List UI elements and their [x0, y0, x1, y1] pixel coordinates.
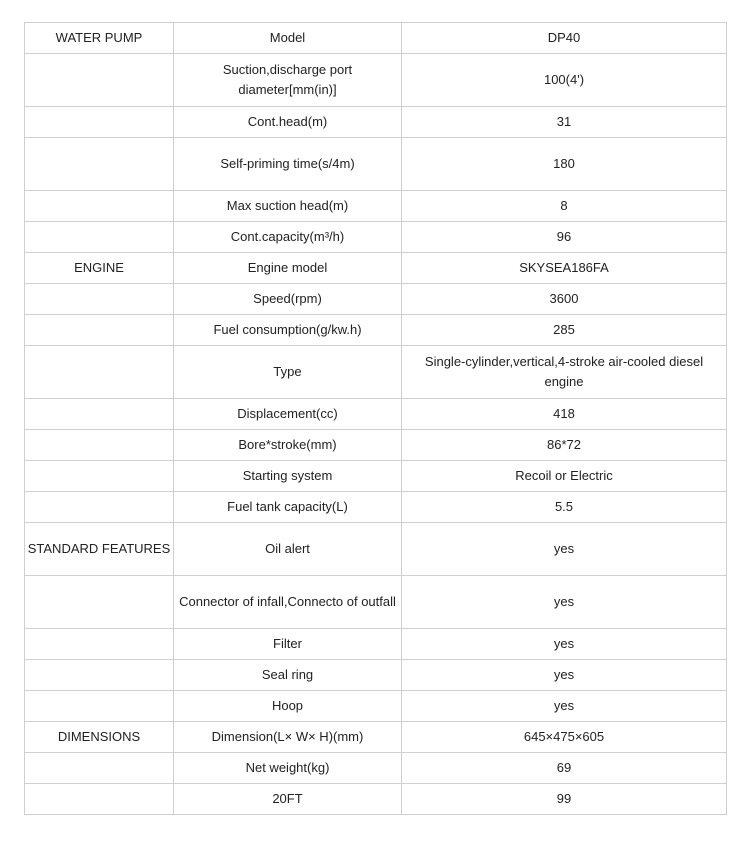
spec-value-cell: 3600 [402, 284, 727, 315]
spec-value-cell: 285 [402, 315, 727, 346]
spec-label-cell: 20FT [174, 784, 402, 815]
category-cell: WATER PUMP [25, 23, 174, 54]
spec-value-cell: 8 [402, 191, 727, 222]
category-cell [25, 346, 174, 399]
table-row [25, 430, 727, 461]
spec-label-cell: Bore*stroke(mm) [174, 430, 402, 461]
category-cell [25, 138, 174, 191]
table-row [25, 461, 727, 492]
table-row [25, 576, 727, 629]
category-cell [25, 492, 174, 523]
spec-label-cell: Self-priming time(s/4m) [174, 138, 402, 191]
spec-value-cell: 180 [402, 138, 727, 191]
table-row [25, 107, 727, 138]
category-cell [25, 753, 174, 784]
spec-label-cell: Model [174, 23, 402, 54]
spec-label-cell: Speed(rpm) [174, 284, 402, 315]
table-row [25, 523, 727, 576]
table-row [25, 23, 727, 54]
spec-value-cell: 99 [402, 784, 727, 815]
spec-value-cell: yes [402, 691, 727, 722]
category-cell [25, 191, 174, 222]
category-cell [25, 54, 174, 107]
table-row [25, 284, 727, 315]
category-cell [25, 107, 174, 138]
category-cell [25, 629, 174, 660]
category-cell [25, 691, 174, 722]
table-row [25, 660, 727, 691]
spec-label-cell: Net weight(kg) [174, 753, 402, 784]
spec-value-cell: 5.5 [402, 492, 727, 523]
table-row [25, 346, 727, 399]
category-cell [25, 784, 174, 815]
category-cell [25, 430, 174, 461]
table-row [25, 753, 727, 784]
category-cell [25, 315, 174, 346]
table-row [25, 138, 727, 191]
spec-label-cell: Suction,discharge port diameter[mm(in)] [174, 54, 402, 107]
category-cell [25, 284, 174, 315]
spec-value-cell: 418 [402, 399, 727, 430]
table-row [25, 629, 727, 660]
spec-label-cell: Displacement(cc) [174, 399, 402, 430]
spec-value-cell: SKYSEA186FA [402, 253, 727, 284]
table-row [25, 54, 727, 107]
table-row [25, 399, 727, 430]
category-cell [25, 222, 174, 253]
spec-label-cell: Dimension(L× W× H)(mm) [174, 722, 402, 753]
spec-value-cell: 86*72 [402, 430, 727, 461]
spec-value-cell: Single-cylinder,vertical,4-stroke air-cooled diesel engine [402, 346, 727, 399]
spec-label-cell: Seal ring [174, 660, 402, 691]
spec-label-cell: Cont.head(m) [174, 107, 402, 138]
category-cell: DIMENSIONS [25, 722, 174, 753]
category-cell [25, 461, 174, 492]
spec-value-cell: yes [402, 523, 727, 576]
spec-value-cell: DP40 [402, 23, 727, 54]
spec-label-cell: Oil alert [174, 523, 402, 576]
spec-value-cell: 100(4') [402, 54, 727, 107]
table-row [25, 492, 727, 523]
spec-label-cell: Connector of infall,Connecto of outfall [174, 576, 402, 629]
category-cell [25, 399, 174, 430]
table-row [25, 222, 727, 253]
spec-value-cell: 96 [402, 222, 727, 253]
spec-value-cell: 31 [402, 107, 727, 138]
category-cell [25, 660, 174, 691]
spec-value-cell: 69 [402, 753, 727, 784]
category-cell [25, 576, 174, 629]
spec-label-cell: Cont.capacity(m³/h) [174, 222, 402, 253]
table-row [25, 253, 727, 284]
spec-label-cell: Filter [174, 629, 402, 660]
category-cell: STANDARD FEATURES [25, 523, 174, 576]
spec-value-cell: yes [402, 576, 727, 629]
spec-value-cell: 645×475×605 [402, 722, 727, 753]
spec-value-cell: yes [402, 660, 727, 691]
table-row [25, 722, 727, 753]
spec-label-cell: Starting system [174, 461, 402, 492]
spec-table [24, 22, 727, 815]
table-row [25, 691, 727, 722]
spec-table-body [25, 23, 727, 815]
spec-label-cell: Fuel consumption(g/kw.h) [174, 315, 402, 346]
table-row [25, 191, 727, 222]
spec-label-cell: Fuel tank capacity(L) [174, 492, 402, 523]
spec-label-cell: Hoop [174, 691, 402, 722]
category-cell: ENGINE [25, 253, 174, 284]
table-row [25, 315, 727, 346]
spec-value-cell: yes [402, 629, 727, 660]
spec-label-cell: Engine model [174, 253, 402, 284]
table-row [25, 784, 727, 815]
spec-value-cell: Recoil or Electric [402, 461, 727, 492]
spec-label-cell: Max suction head(m) [174, 191, 402, 222]
spec-label-cell: Type [174, 346, 402, 399]
